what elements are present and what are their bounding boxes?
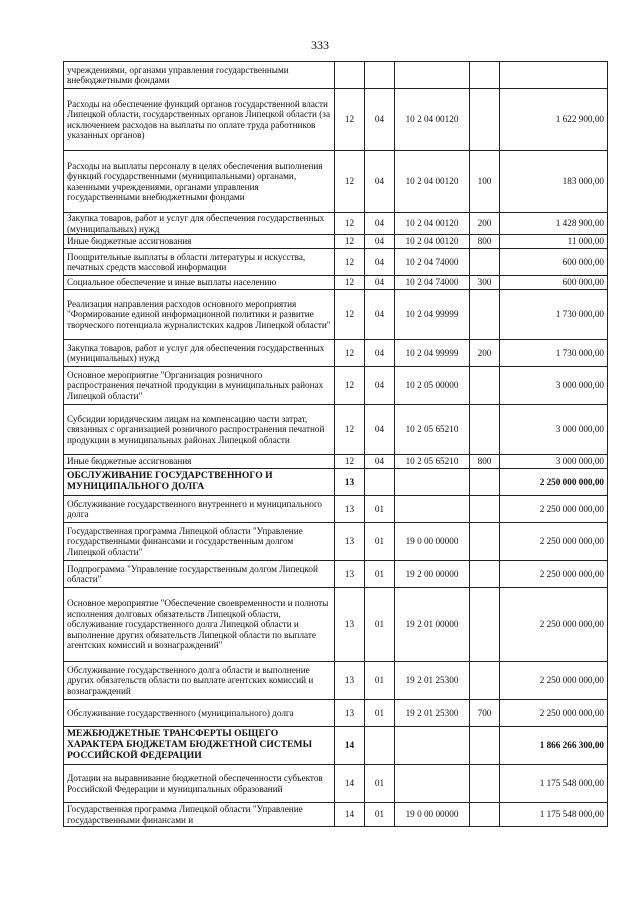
cell-expense-type [470, 405, 500, 455]
cell-expense-type [470, 662, 500, 700]
cell-expense-type: 800 [470, 455, 500, 469]
cell-name: Государственная программа Липецкой области "Управление государственными финансами и государственным долгом Липецкой области" [64, 523, 335, 561]
cell-expense-type [470, 803, 500, 827]
cell-name: ОБСЛУЖИВАНИЕ ГОСУДАРСТВЕННОГО И МУНИЦИПАЛЬНОГО ДОЛГА [64, 469, 335, 496]
table-row [64, 405, 608, 455]
cell-target-article: 10 2 05 65210 [395, 405, 470, 455]
cell-target-article [395, 727, 470, 765]
cell-name: Обслуживание государственного долга области и выполнение других обязательств области по выплате агентских комиссий и вознаграждений [64, 662, 335, 700]
cell-subsection: 01 [365, 561, 395, 588]
table-row [64, 151, 608, 213]
cell-expense-type [470, 469, 500, 496]
cell-subsection: 04 [365, 249, 395, 276]
table-row [64, 765, 608, 803]
cell-subsection: 04 [365, 367, 395, 405]
cell-section: 12 [335, 455, 365, 469]
cell-subsection: 04 [365, 455, 395, 469]
cell-target-article: 19 0 00 00000 [395, 803, 470, 827]
cell-amount: 1 730 000,00 [500, 340, 608, 367]
cell-amount: 1 730 000,00 [500, 290, 608, 340]
cell-expense-type [470, 249, 500, 276]
cell-expense-type: 800 [470, 235, 500, 249]
cell-name: МЕЖБЮДЖЕТНЫЕ ТРАНСФЕРТЫ ОБЩЕГО ХАРАКТЕРА БЮДЖЕТАМ БЮДЖЕТНОЙ СИСТЕМЫ РОССИЙСКОЙ ФЕДЕРАЦИИ [64, 727, 335, 765]
cell-amount: 1 175 548 000,00 [500, 803, 608, 827]
cell-target-article: 10 2 04 00120 [395, 213, 470, 235]
table-row [64, 469, 608, 496]
cell-name: Поощрительные выплаты в области литературы и искусства, печатных средств массовой информации [64, 249, 335, 276]
cell-target-article: 19 2 01 00000 [395, 588, 470, 662]
page-number: 333 [311, 38, 329, 52]
cell-expense-type [470, 89, 500, 151]
cell-target-article [395, 496, 470, 523]
cell-section [335, 62, 365, 89]
cell-name: Подпрограмма "Управление государственным долгом Липецкой области" [64, 561, 335, 588]
table-row [64, 340, 608, 367]
cell-section: 12 [335, 151, 365, 213]
cell-target-article: 10 2 04 74000 [395, 249, 470, 276]
cell-amount: 11 000,00 [500, 235, 608, 249]
cell-section: 13 [335, 700, 365, 727]
cell-target-article: 10 2 05 65210 [395, 455, 470, 469]
cell-amount [500, 62, 608, 89]
cell-amount: 3 000 000,00 [500, 405, 608, 455]
table-row [64, 803, 608, 827]
table-row [64, 496, 608, 523]
cell-subsection [365, 469, 395, 496]
cell-subsection: 01 [365, 803, 395, 827]
table-row [64, 89, 608, 151]
cell-expense-type: 200 [470, 213, 500, 235]
cell-section: 14 [335, 727, 365, 765]
cell-subsection [365, 62, 395, 89]
cell-target-article: 10 2 04 00120 [395, 151, 470, 213]
cell-section: 13 [335, 469, 365, 496]
cell-subsection: 04 [365, 340, 395, 367]
cell-amount: 2 250 000 000,00 [500, 523, 608, 561]
cell-subsection [365, 727, 395, 765]
cell-name: Дотации на выравнивание бюджетной обеспеченности субъектов Российской Федерации и муниципальных образований [64, 765, 335, 803]
cell-expense-type [470, 561, 500, 588]
cell-amount: 1 866 266 300,00 [500, 727, 608, 765]
cell-section: 12 [335, 290, 365, 340]
cell-amount: 3 000 000,00 [500, 367, 608, 405]
cell-amount: 1 428 900,00 [500, 213, 608, 235]
cell-expense-type [470, 727, 500, 765]
cell-target-article: 10 2 04 74000 [395, 276, 470, 290]
cell-expense-type: 200 [470, 340, 500, 367]
cell-subsection: 01 [365, 765, 395, 803]
table-row [64, 62, 608, 89]
cell-amount: 1 622 900,00 [500, 89, 608, 151]
cell-subsection: 04 [365, 276, 395, 290]
cell-name: Закупка товаров, работ и услуг для обеспечения государственных (муниципальных) нужд [64, 213, 335, 235]
cell-section: 13 [335, 561, 365, 588]
cell-target-article: 19 2 01 25300 [395, 662, 470, 700]
cell-name: Иные бюджетные ассигнования [64, 455, 335, 469]
cell-amount: 600 000,00 [500, 249, 608, 276]
table-row [64, 235, 608, 249]
cell-amount: 2 250 000 000,00 [500, 496, 608, 523]
cell-name: Закупка товаров, работ и услуг для обеспечения государственных (муниципальных) нужд [64, 340, 335, 367]
cell-subsection: 04 [365, 213, 395, 235]
cell-expense-type: 100 [470, 151, 500, 213]
cell-expense-type: 700 [470, 700, 500, 727]
cell-name: Государственная программа Липецкой области "Управление государственными финансами и [64, 803, 335, 827]
cell-subsection: 04 [365, 89, 395, 151]
cell-subsection: 04 [365, 151, 395, 213]
cell-section: 12 [335, 367, 365, 405]
cell-expense-type [470, 367, 500, 405]
cell-expense-type [470, 496, 500, 523]
table-row [64, 700, 608, 727]
cell-subsection: 04 [365, 405, 395, 455]
cell-target-article [395, 469, 470, 496]
budget-table [63, 61, 608, 827]
table-row [64, 290, 608, 340]
cell-target-article [395, 62, 470, 89]
cell-target-article: 10 2 04 99999 [395, 340, 470, 367]
cell-name: Расходы на выплаты персоналу в целях обеспечения выполнения функций государственными (муниципальными) органами, казенными учреждениями, органами управления государственными внебюджетными фондами [64, 151, 335, 213]
table-row [64, 455, 608, 469]
cell-target-article: 19 2 01 25300 [395, 700, 470, 727]
cell-amount: 1 175 548 000,00 [500, 765, 608, 803]
cell-name: Основное мероприятие "Обеспечение своевременности и полноты исполнения долговых обязательств Липецкой области, обслуживание государственного долга Липецкой области и выполнение других обязательств Липецкой области по выплате агентских комиссий и вознаграждений" [64, 588, 335, 662]
cell-section: 12 [335, 249, 365, 276]
cell-section: 12 [335, 405, 365, 455]
cell-name: Иные бюджетные ассигнования [64, 235, 335, 249]
cell-subsection: 04 [365, 235, 395, 249]
cell-section: 12 [335, 276, 365, 290]
budget-table-body [64, 62, 608, 827]
cell-section: 12 [335, 340, 365, 367]
cell-name: Субсидии юридическим лицам на компенсацию части затрат, связанных с организацией розничного распространения печатной продукции в муниципальных районах Липецкой области [64, 405, 335, 455]
table-row [64, 213, 608, 235]
cell-expense-type [470, 290, 500, 340]
cell-subsection: 01 [365, 700, 395, 727]
cell-target-article: 10 2 04 00120 [395, 235, 470, 249]
cell-target-article: 19 0 00 00000 [395, 523, 470, 561]
cell-expense-type [470, 523, 500, 561]
cell-target-article [395, 765, 470, 803]
cell-amount: 2 250 000 000,00 [500, 469, 608, 496]
cell-name: Обслуживание государственного внутреннего и муниципального долга [64, 496, 335, 523]
cell-section: 13 [335, 588, 365, 662]
cell-subsection: 01 [365, 588, 395, 662]
table-row [64, 367, 608, 405]
cell-section: 12 [335, 235, 365, 249]
cell-target-article: 10 2 05 00000 [395, 367, 470, 405]
cell-name: Социальное обеспечение и иные выплаты населению [64, 276, 335, 290]
cell-name: Обслуживание государственного (муниципального) долга [64, 700, 335, 727]
cell-amount: 2 250 000 000,00 [500, 700, 608, 727]
cell-target-article: 19 2 00 00000 [395, 561, 470, 588]
cell-subsection: 01 [365, 662, 395, 700]
table-row [64, 588, 608, 662]
cell-section: 14 [335, 803, 365, 827]
table-row [64, 561, 608, 588]
cell-amount: 183 000,00 [500, 151, 608, 213]
cell-name: учреждениями, органами управления государственными внебюджетными фондами [64, 62, 335, 89]
cell-amount: 3 000 000,00 [500, 455, 608, 469]
cell-subsection: 01 [365, 523, 395, 561]
table-row [64, 523, 608, 561]
table-row [64, 249, 608, 276]
cell-section: 14 [335, 765, 365, 803]
cell-subsection: 04 [365, 290, 395, 340]
cell-name: Реализация направления расходов основного мероприятия "Формирование единой информационной политики и развитие творческого потенциала журналистских кадров Липецкой области" [64, 290, 335, 340]
cell-amount: 2 250 000 000,00 [500, 561, 608, 588]
cell-subsection: 01 [365, 496, 395, 523]
cell-target-article: 10 2 04 99999 [395, 290, 470, 340]
table-row [64, 276, 608, 290]
cell-expense-type [470, 588, 500, 662]
cell-expense-type [470, 765, 500, 803]
table-row [64, 662, 608, 700]
cell-section: 12 [335, 213, 365, 235]
cell-amount: 2 250 000 000,00 [500, 588, 608, 662]
cell-expense-type [470, 62, 500, 89]
cell-target-article: 10 2 04 00120 [395, 89, 470, 151]
cell-section: 13 [335, 496, 365, 523]
cell-name: Расходы на обеспечение функций органов государственной власти Липецкой области, государственных органов Липецкой области (за исключением расходов на выплаты по оплате труда работников указанных органов) [64, 89, 335, 151]
cell-expense-type: 300 [470, 276, 500, 290]
cell-section: 13 [335, 662, 365, 700]
cell-name: Основное мероприятие "Организация розничного распространения печатной продукции в муниципальных районах Липецкой области" [64, 367, 335, 405]
cell-section: 12 [335, 89, 365, 151]
table-row [64, 727, 608, 765]
cell-section: 13 [335, 523, 365, 561]
cell-amount: 600 000,00 [500, 276, 608, 290]
cell-amount: 2 250 000 000,00 [500, 662, 608, 700]
